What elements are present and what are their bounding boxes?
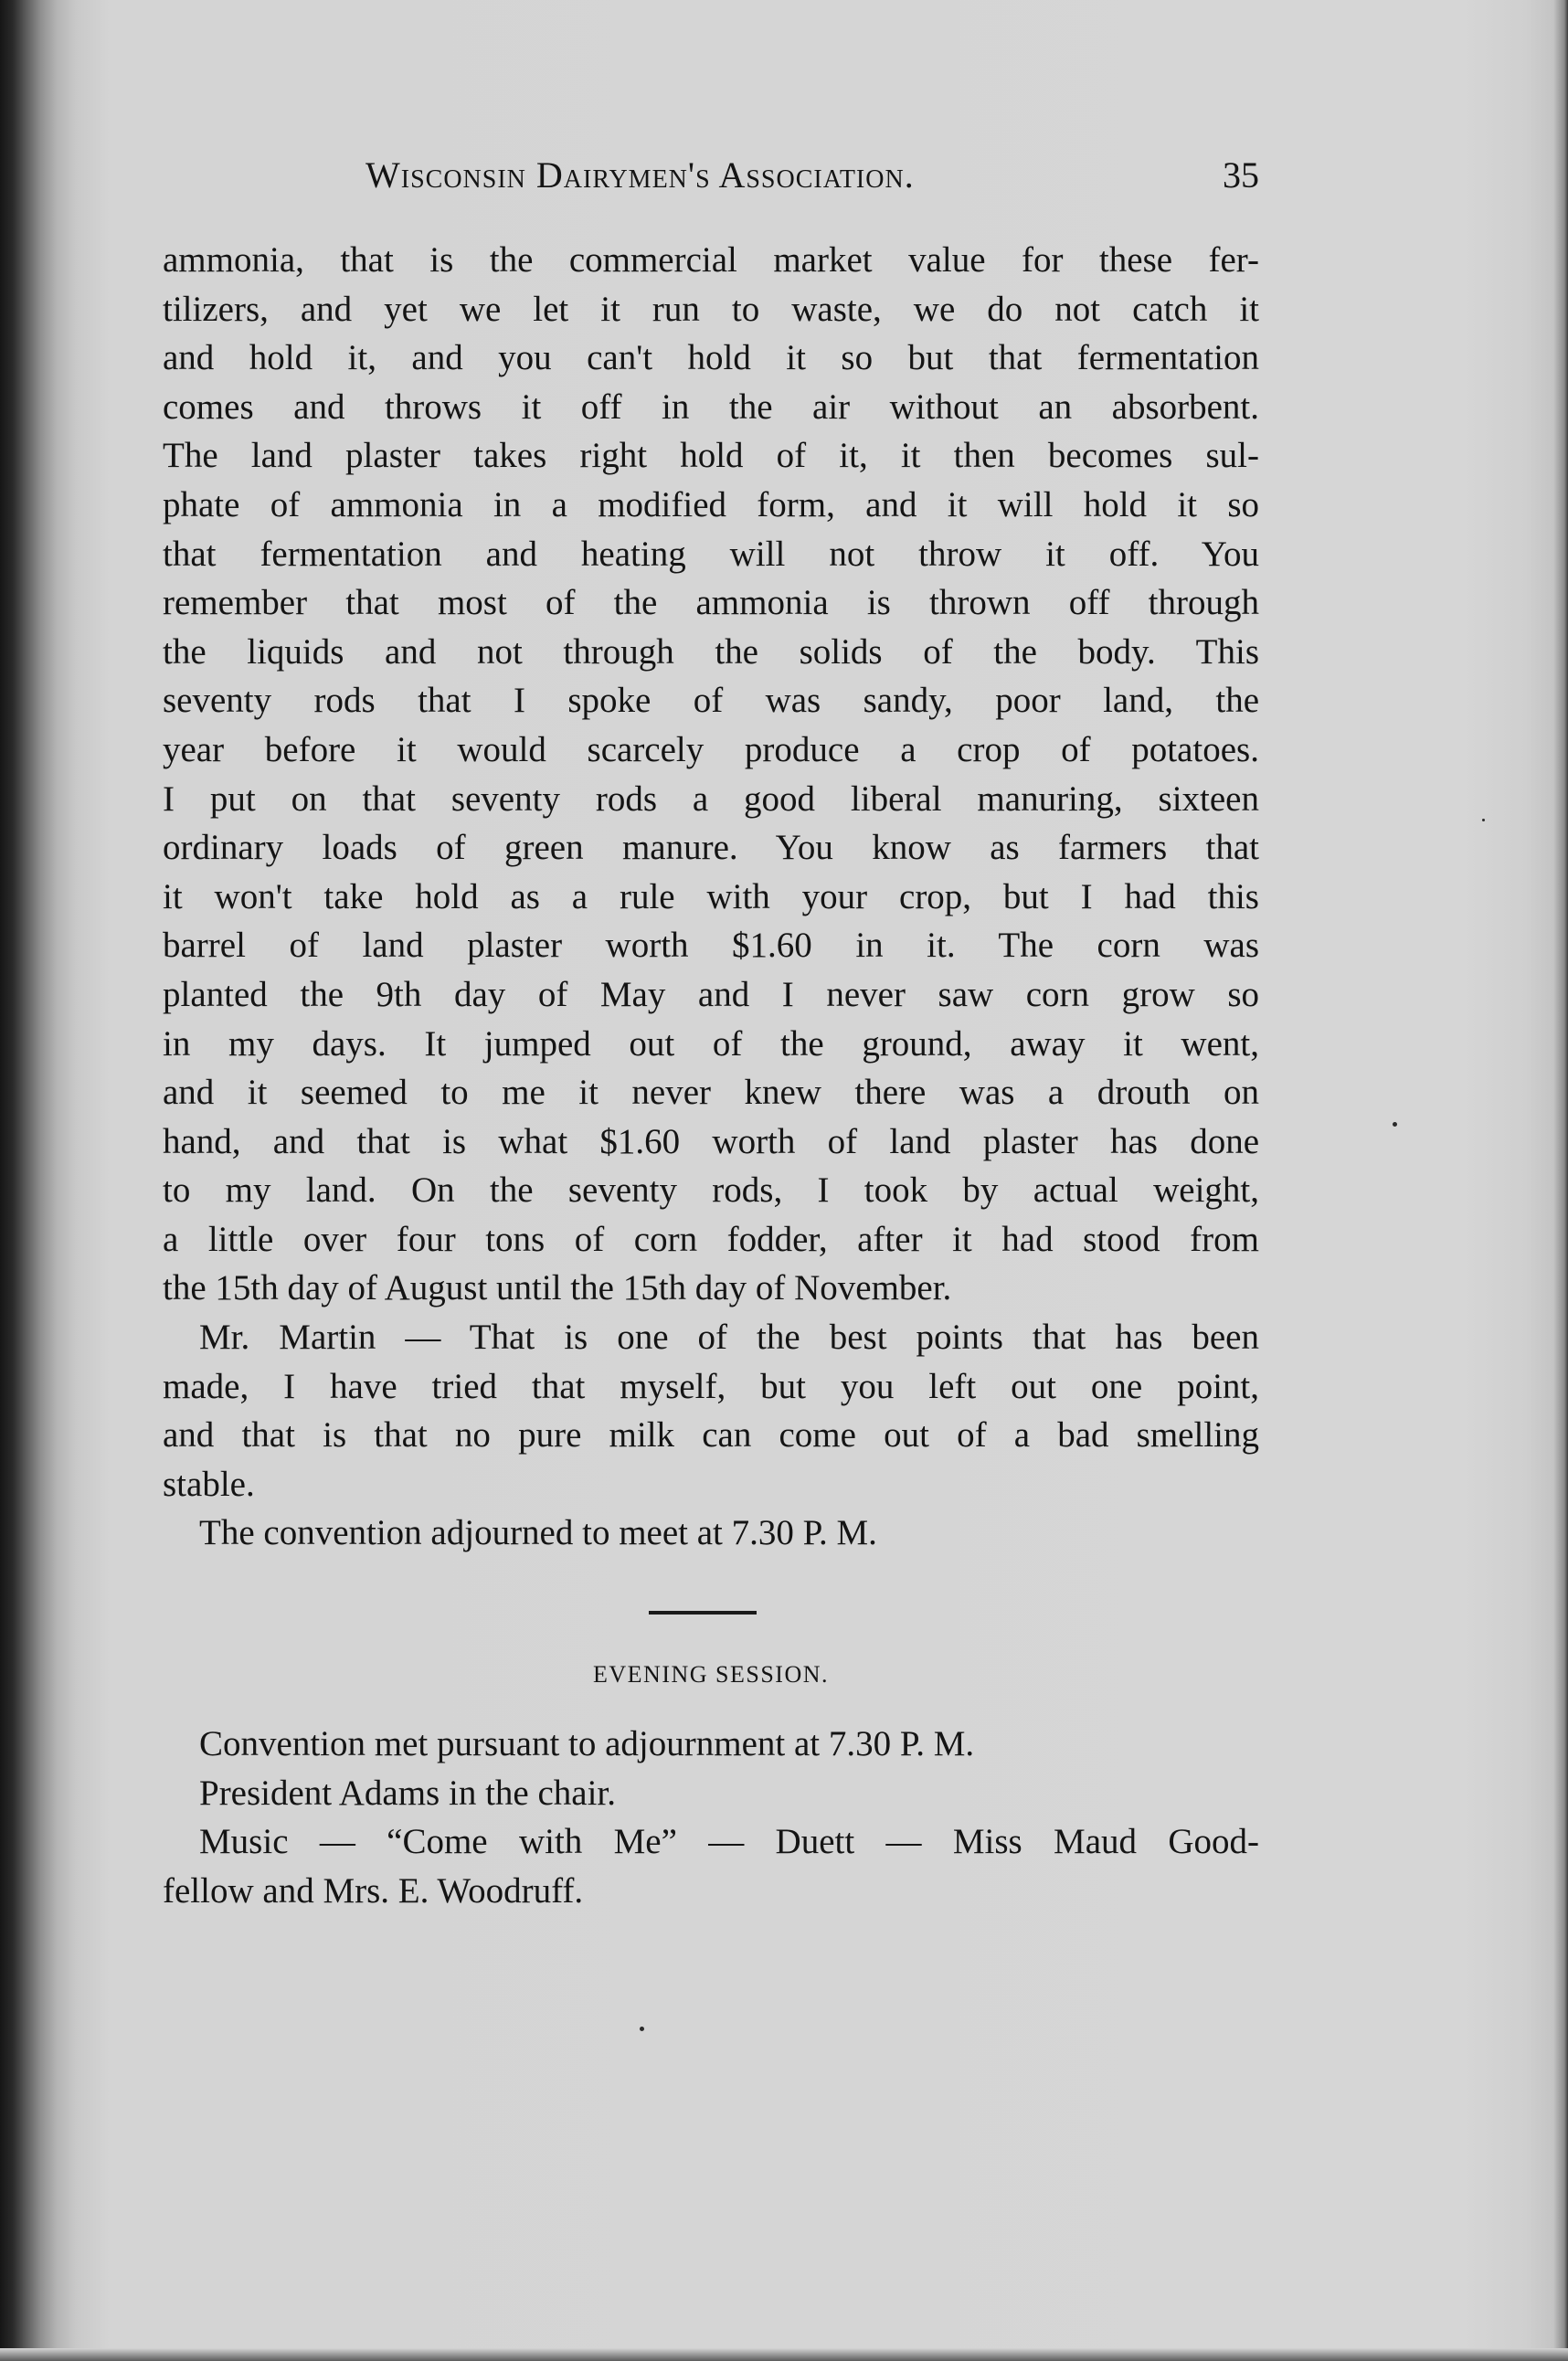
scan-speck: [640, 2027, 644, 2031]
page-number: 35: [1223, 154, 1259, 196]
text-line: ammonia, that is the commercial market value for these fer-: [163, 240, 1259, 280]
text-line: seventy rods that I spoke of was sandy, poor land, the: [163, 681, 1259, 721]
text-line: President Adams in the chair.: [199, 1773, 617, 1813]
text-line: year before it would scarcely produce a crop of potatoes.: [163, 729, 1259, 769]
text-line: stable.: [163, 1464, 255, 1504]
text-line: hand, and that is what $1.60 worth of land plaster has done: [163, 1121, 1259, 1161]
scan-speck: [1393, 1122, 1397, 1127]
main-text: [163, 236, 1259, 1558]
text-line: planted the 9th day of May and I never saw corn grow so: [163, 974, 1259, 1014]
text-line: in my days. It jumped out of the ground, away it went,: [163, 1023, 1259, 1064]
text-line: I put on that seventy rods a good liberal manuring, sixteen: [163, 778, 1259, 819]
header-title: Wisconsin Dairymen's Association.: [366, 154, 915, 196]
text-line: barrel of land plaster worth $1.60 in it. The corn was: [163, 926, 1259, 966]
text-line: The convention adjourned to meet at 7.30 P. M.: [199, 1513, 877, 1553]
text-line: tilizers, and yet we let it run to waste, we do not catch it: [163, 289, 1259, 329]
text-line: and that is that no pure milk can come out of a bad smelling: [163, 1415, 1259, 1456]
text-line: phate of ammonia in a modified form, and it will hold it so: [163, 484, 1259, 524]
text-line: ordinary loads of green manure. You know as farmers that: [163, 828, 1259, 868]
evening-session-text: [163, 1720, 1259, 1915]
text-line: made, I have tried that myself, but you left out one point,: [163, 1366, 1259, 1406]
text-line: a little over four tons of corn fodder, after it had stood from: [163, 1219, 1259, 1259]
text-line: Music — “Come with Me” — Duett — Miss Maud Good-: [199, 1822, 1259, 1862]
section-divider: [649, 1611, 757, 1615]
text-line: comes and throws it off in the air without an absorbent.: [163, 386, 1259, 427]
scan-speck: [1482, 819, 1485, 821]
section-heading: EVENING SESSION.: [593, 1661, 829, 1688]
text-line: Mr. Martin — That is one of the best points that has been: [199, 1318, 1259, 1358]
text-line: and it seemed to me it never knew there was a drouth on: [163, 1073, 1259, 1113]
text-line: it won't take hold as a rule with your crop, but I had this: [163, 876, 1259, 916]
text-line: The land plaster takes right hold of it, it then becomes sul-: [163, 436, 1259, 476]
running-head: [163, 154, 1259, 208]
text-line: and hold it, and you can't hold it so but that fermentation: [163, 338, 1259, 378]
text-line: to my land. On the seventy rods, I took by actual weight,: [163, 1170, 1259, 1211]
text-line: the liquids and not through the solids of the body. This: [163, 631, 1259, 672]
text-line: that fermentation and heating will not throw it off. You: [163, 534, 1259, 574]
text-line: fellow and Mrs. E. Woodruff.: [163, 1870, 584, 1911]
text-line: Convention met pursuant to adjournment at 7.30 P. M.: [199, 1724, 975, 1763]
text-line: the 15th day of August until the 15th day of November.: [163, 1268, 952, 1308]
text-line: remember that most of the ammonia is thrown off through: [163, 583, 1259, 623]
